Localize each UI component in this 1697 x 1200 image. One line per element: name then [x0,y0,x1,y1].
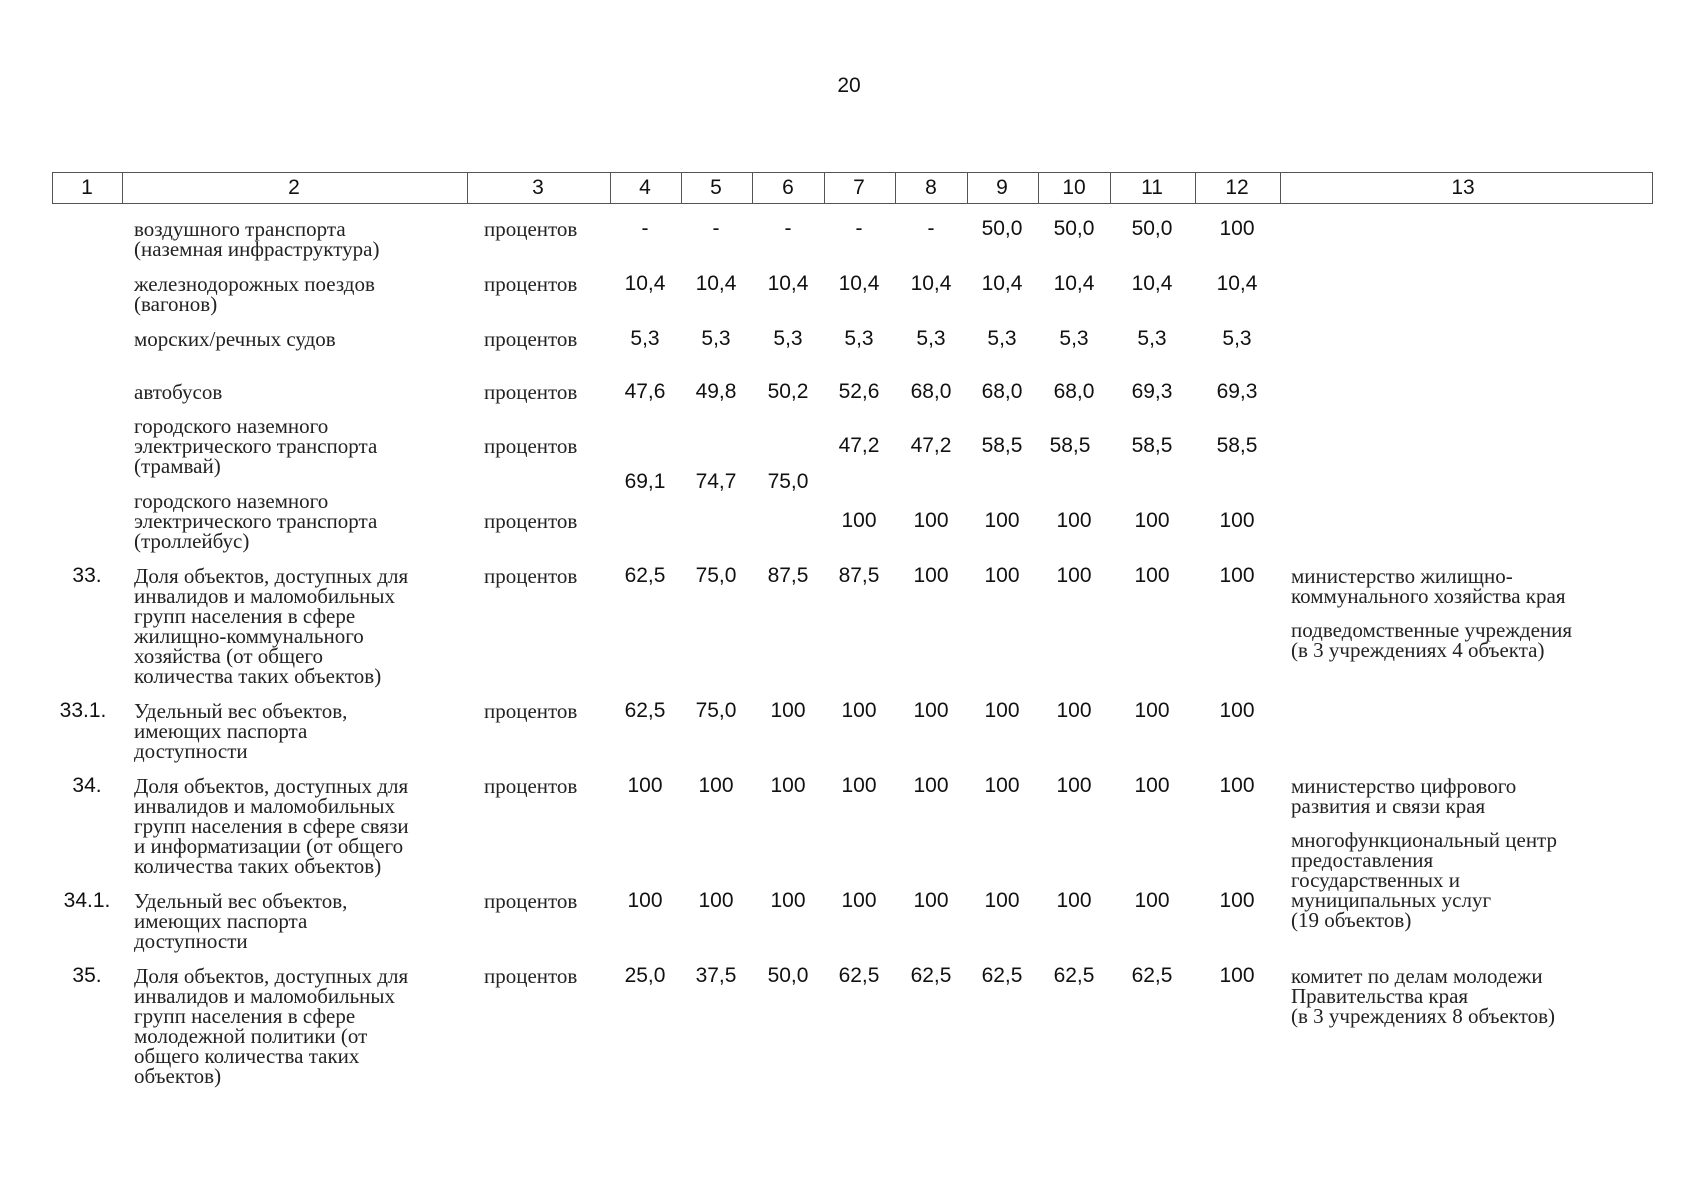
header-cell: 13 [1451,176,1475,199]
value-cell: - [712,217,720,240]
value-cell: 100 [1056,699,1092,722]
column-divider [1038,172,1039,204]
header-cell: 2 [288,176,300,199]
value-cell: 100 [1056,889,1092,912]
row-number: 34.1. [63,889,111,912]
value-cell: 87,5 [838,564,880,587]
value-cell: 62,5 [1131,964,1173,987]
value-cell: 100 [1219,509,1255,532]
header-cell: 8 [925,176,937,199]
value-cell: 5,3 [1137,327,1167,350]
header-cell: 5 [710,176,722,199]
row-unit: процентов [484,699,578,723]
value-cell: 5,3 [844,327,874,350]
value-cell: 100 [841,774,877,797]
value-cell: 100 [984,509,1020,532]
row-label: морских/речных судов [134,327,336,351]
value-cell: 50,0 [1131,217,1173,240]
row-unit: процентов [484,434,578,458]
value-cell: 58,5 [1049,434,1091,457]
value-cell: 37,5 [695,964,737,987]
value-cell: 5,3 [701,327,731,350]
value-cell: 5,3 [773,327,803,350]
value-cell: 50,0 [767,964,809,987]
value-cell: 100 [770,889,806,912]
value-cell: 69,3 [1131,380,1173,403]
header-cell: 6 [782,176,794,199]
row-number: 33. [72,564,102,587]
value-cell: 100 [984,774,1020,797]
value-cell: 100 [1134,699,1170,722]
row-label: железнодорожных поездов (вагонов) [134,272,375,316]
value-cell: 52,6 [838,380,880,403]
value-cell: 100 [913,509,949,532]
value-cell: 68,0 [910,380,952,403]
header-cell: 7 [853,176,865,199]
header-cell: 10 [1062,176,1086,199]
value-cell: 100 [984,889,1020,912]
value-cell: 10,4 [624,272,666,295]
value-cell: 62,5 [981,964,1023,987]
value-cell: 100 [984,699,1020,722]
row-number: 34. [72,774,102,797]
value-cell: 100 [841,509,877,532]
value-cell: 100 [913,889,949,912]
value-cell: - [927,217,935,240]
value-cell: 10,4 [1053,272,1095,295]
header-cell: 12 [1225,176,1249,199]
value-cell: 10,4 [1216,272,1258,295]
value-cell: 68,0 [981,380,1023,403]
value-cell: 10,4 [981,272,1023,295]
value-cell: 100 [1056,564,1092,587]
value-cell: 58,5 [1216,434,1258,457]
value-cell: 100 [913,564,949,587]
value-cell: - [784,217,792,240]
value-cell: 10,4 [767,272,809,295]
header-cell: 1 [81,176,93,199]
row-label: городского наземного электрического транспорта (троллейбус) [134,489,378,553]
value-cell: 100 [1134,509,1170,532]
value-cell: 100 [698,774,734,797]
column-divider [1280,172,1281,204]
value-cell: 5,3 [987,327,1017,350]
value-cell: 5,3 [1059,327,1089,350]
value-cell: 58,5 [981,434,1023,457]
row-label: Доля объектов, доступных для инвалидов и маломобильных групп населения в сфере жилищно-коммунального хозяйства (от общего количества таких объектов) [134,564,409,688]
row-label: Удельный вес объектов, имеющих паспорта доступности [134,889,348,953]
column-divider [610,172,611,204]
value-cell: 10,4 [838,272,880,295]
value-cell: 100 [698,889,734,912]
column-divider [467,172,468,204]
value-cell: 25,0 [624,964,666,987]
column-divider [895,172,896,204]
row-label: автобусов [134,380,223,404]
value-cell: 100 [984,564,1020,587]
value-cell: 100 [841,889,877,912]
row-unit: процентов [484,964,578,988]
value-cell: 10,4 [695,272,737,295]
value-cell: 62,5 [910,964,952,987]
row-unit: процентов [484,564,578,588]
value-cell: 100 [1219,964,1255,987]
value-cell: 87,5 [767,564,809,587]
value-cell: 68,0 [1053,380,1095,403]
column-divider [824,172,825,204]
row-unit: процентов [484,889,578,913]
responsible-body: комитет по делам молодежи Правительства края (в 3 учреждениях 8 объектов) [1291,964,1556,1028]
value-cell: 100 [1134,889,1170,912]
value-cell: 50,0 [1053,217,1095,240]
value-cell: 100 [913,774,949,797]
header-cell: 9 [996,176,1008,199]
row-unit: процентов [484,380,578,404]
value-cell: 50,2 [767,380,809,403]
value-cell: 100 [1056,509,1092,532]
value-cell: 100 [1134,774,1170,797]
row-unit: процентов [484,774,578,798]
row-unit: процентов [484,327,578,351]
value-cell: 75,0 [695,699,737,722]
responsible-body: министерство жилищно- коммунального хозяйства края [1291,564,1566,608]
row-unit: процентов [484,272,578,296]
value-cell: 49,8 [695,380,737,403]
value-cell: 100 [627,774,663,797]
value-cell: 100 [841,699,877,722]
row-label: Доля объектов, доступных для инвалидов и маломобильных групп населения в сфере молодежной политики (от общего количества таких объектов) [134,964,409,1088]
value-cell: 100 [770,774,806,797]
column-divider [681,172,682,204]
value-cell: 62,5 [624,699,666,722]
value-cell: 100 [770,699,806,722]
value-cell: 69,3 [1216,380,1258,403]
row-unit: процентов [484,509,578,533]
column-divider [122,172,123,204]
merged-value-cell: 69,1 [624,470,666,493]
row-label: воздушного транспорта (наземная инфраструктура) [134,217,380,261]
value-cell: 58,5 [1131,434,1173,457]
value-cell: 100 [1219,889,1255,912]
responsible-institutions: многофункциональный центр предоставления государственных и муниципальных услуг (19 объектов) [1291,828,1557,932]
row-label: городского наземного электрического транспорта (трамвай) [134,414,378,478]
value-cell: 100 [627,889,663,912]
column-divider [1110,172,1111,204]
row-label: Удельный вес объектов, имеющих паспорта доступности [134,699,348,763]
header-cell: 4 [639,176,651,199]
merged-value-cell: 75,0 [767,470,809,493]
value-cell: 47,2 [910,434,952,457]
value-cell: 75,0 [695,564,737,587]
value-cell: - [855,217,863,240]
value-cell: 100 [1219,217,1255,240]
value-cell: 10,4 [910,272,952,295]
value-cell: 62,5 [624,564,666,587]
value-cell: 5,3 [916,327,946,350]
value-cell: 5,3 [1222,327,1252,350]
value-cell: 100 [1219,699,1255,722]
value-cell: - [641,217,649,240]
column-divider [1195,172,1196,204]
value-cell: 5,3 [630,327,660,350]
value-cell: 100 [1219,774,1255,797]
value-cell: 47,6 [624,380,666,403]
value-cell: 100 [913,699,949,722]
column-divider [967,172,968,204]
value-cell: 62,5 [838,964,880,987]
value-cell: 100 [1056,774,1092,797]
merged-value-cell: 74,7 [695,470,737,493]
row-label: Доля объектов, доступных для инвалидов и маломобильных групп населения в сфере связи и информатизации (от общего количества таких объектов) [134,774,409,878]
value-cell: 100 [1134,564,1170,587]
value-cell: 62,5 [1053,964,1095,987]
value-cell: 100 [1219,564,1255,587]
value-cell: 47,2 [838,434,880,457]
page-number: 20 [837,74,861,97]
value-cell: 10,4 [1131,272,1173,295]
header-cell: 11 [1141,176,1163,199]
value-cell: 50,0 [981,217,1023,240]
header-cell: 3 [532,176,544,199]
responsible-institutions: подведомственные учреждения (в 3 учреждениях 4 объекта) [1291,618,1573,662]
responsible-body: министерство цифрового развития и связи края [1291,774,1517,818]
row-unit: процентов [484,217,578,241]
column-divider [752,172,753,204]
row-number: 35. [72,964,102,987]
row-number: 33.1. [59,699,107,722]
